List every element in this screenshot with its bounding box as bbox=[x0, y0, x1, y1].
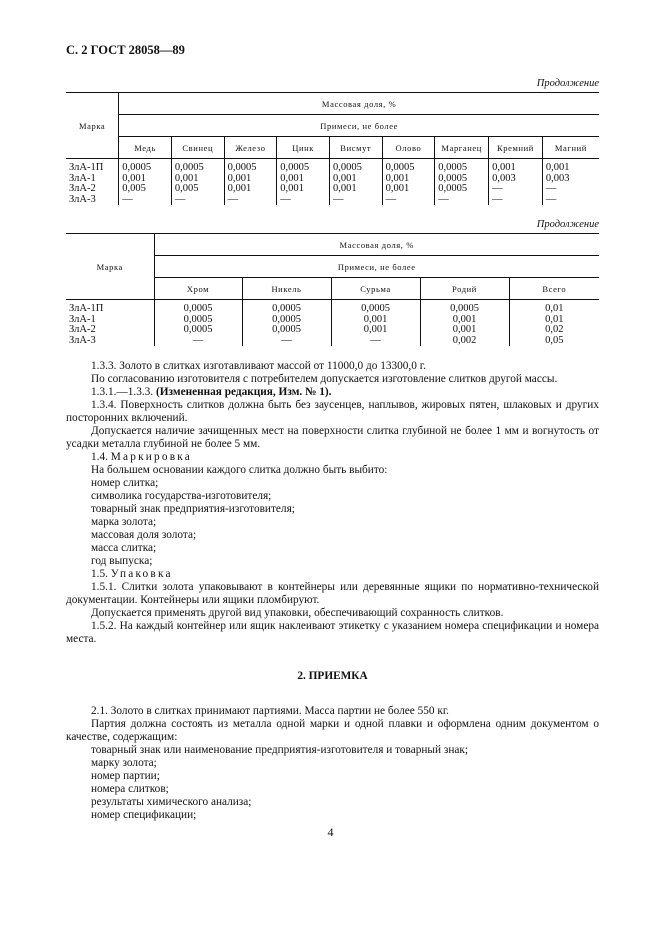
column-header: Сурьма bbox=[331, 278, 420, 300]
table-cell: 0,001 bbox=[331, 325, 420, 336]
table-row bbox=[66, 315, 599, 326]
table-cell: 0,0005 bbox=[435, 159, 489, 174]
list-item: номер слитка; bbox=[91, 477, 159, 489]
table-cell: 0,001 bbox=[329, 174, 382, 185]
table-cell: — bbox=[489, 195, 543, 206]
table-cell: 0,003 bbox=[542, 174, 599, 185]
table-row bbox=[66, 159, 599, 174]
table-cell: 0,001 bbox=[277, 184, 330, 195]
heading-title: Маркировка bbox=[110, 451, 192, 463]
column-header: Никель bbox=[242, 278, 331, 300]
list-item: номера слитков; bbox=[91, 783, 169, 795]
column-header: Родий bbox=[420, 278, 509, 300]
table-cell: 0,001 bbox=[171, 174, 224, 185]
table-cell: 0,0005 bbox=[171, 159, 224, 174]
table-cell: — bbox=[542, 184, 599, 195]
column-header: Висмут bbox=[329, 137, 382, 159]
paragraph: Допускается применять другой вид упаковки, обеспечивающий сохранность слитков. bbox=[91, 607, 504, 619]
table-cell: — bbox=[542, 195, 599, 206]
column-header: Свинец bbox=[171, 137, 224, 159]
paragraph: Партия должна состоять из металла одной марки и одной плавки и оформлена одним документом о качестве, содержащим: bbox=[66, 718, 599, 743]
section-heading-marking bbox=[66, 451, 599, 464]
clause-ref: 1.3.1.—1.3.3. bbox=[91, 386, 156, 398]
mass-fraction-header: Массовая доля, % bbox=[154, 234, 599, 256]
table-cell: 0,0005 bbox=[382, 159, 435, 174]
table-cell: 0,0005 bbox=[435, 184, 489, 195]
table-cell: 0,001 bbox=[329, 184, 382, 195]
paragraph: 1.5.1. Слитки золота упаковывают в контейнеры или деревянные ящики по нормативно-технической документации. Контейнеры или ящики пломбируют. bbox=[66, 581, 599, 606]
table-cell: 0,001 bbox=[224, 184, 277, 195]
list-item: товарный знак предприятия-изготовителя; bbox=[91, 503, 295, 515]
list-item: марка золота; bbox=[91, 516, 157, 528]
table-cell: — bbox=[154, 336, 242, 347]
impurity-table-1 bbox=[66, 92, 599, 205]
table-cell: 0,001 bbox=[382, 184, 435, 195]
table-cell: 0,0005 bbox=[154, 315, 242, 326]
table-cell: — bbox=[435, 195, 489, 206]
mark-header: Марка bbox=[66, 93, 119, 159]
column-header: Железо bbox=[224, 137, 277, 159]
table-cell: 0,0005 bbox=[331, 300, 420, 315]
table-cell: — bbox=[382, 195, 435, 206]
table-cell: 0,0005 bbox=[277, 159, 330, 174]
section-heading-packaging bbox=[66, 568, 599, 581]
table-cell: 0,0005 bbox=[242, 300, 331, 315]
list-item: символика государства-изготовителя; bbox=[91, 490, 272, 502]
mass-fraction-header: Массовая доля, % bbox=[119, 93, 599, 115]
impurity-table-2 bbox=[66, 233, 599, 346]
table-cell: 0,001 bbox=[420, 315, 509, 326]
heading-title: Упаковка bbox=[110, 568, 173, 580]
list-item: номер партии; bbox=[91, 770, 160, 782]
row-mark: ЗлА-1 bbox=[69, 172, 96, 184]
section-title: 2. ПРИЕМКА bbox=[297, 670, 368, 682]
column-header: Цинк bbox=[277, 137, 330, 159]
table-cell: 0,003 bbox=[489, 174, 543, 185]
table-cell: 0,002 bbox=[420, 336, 509, 347]
table-cell: 0,01 bbox=[509, 300, 599, 315]
list-item: год выпуска; bbox=[91, 555, 153, 567]
table-cell: 0,0005 bbox=[420, 300, 509, 315]
table-cell: 0,0005 bbox=[435, 174, 489, 185]
row-mark: ЗлА-2 bbox=[69, 183, 96, 195]
column-header: Магний bbox=[542, 137, 599, 159]
row-mark: ЗлА-1П bbox=[69, 303, 104, 314]
page-header: С. 2 ГОСТ 28058—89 bbox=[66, 43, 185, 57]
impurities-header: Примеси, не более bbox=[119, 115, 599, 137]
table-cell: 0,0005 bbox=[154, 300, 242, 315]
row-mark: ЗлА-3 bbox=[69, 334, 96, 346]
table-cell: 0,0005 bbox=[242, 315, 331, 326]
list-item: марку золота; bbox=[91, 757, 157, 769]
column-header: Марганец bbox=[435, 137, 489, 159]
table-cell: 0,001 bbox=[420, 325, 509, 336]
paragraph: 1.3.4. Поверхность слитков должна быть без заусенцев, наплывов, жировых пятен, шлаковых и других посторонних включений. bbox=[66, 399, 599, 424]
impurities-header: Примеси, не более bbox=[154, 256, 599, 278]
table-cell: — bbox=[242, 336, 331, 347]
row-mark: ЗлА-3 bbox=[69, 193, 96, 205]
table-cell: — bbox=[331, 336, 420, 347]
table-cell: 0,0005 bbox=[242, 325, 331, 336]
mark-header: Марка bbox=[66, 234, 154, 300]
page-number: 4 bbox=[327, 825, 334, 839]
paragraph: Допускается наличие зачищенных мест на поверхности слитка глубиной не более 1 мм и вогнутость от усадки металла глубиной не более 5 мм. bbox=[66, 425, 599, 450]
table-cell: 0,001 bbox=[277, 174, 330, 185]
table-cell: 0,0005 bbox=[154, 325, 242, 336]
list-item: номер спецификации; bbox=[91, 809, 197, 821]
table-row bbox=[66, 300, 599, 315]
table-cell: 0,001 bbox=[119, 174, 172, 185]
table-cell: — bbox=[119, 195, 172, 206]
table-cell: 0,01 bbox=[509, 315, 599, 326]
table-cell: 0,001 bbox=[224, 174, 277, 185]
amendment-text: (Измененная редакция, Изм. № 1). bbox=[155, 386, 332, 398]
list-item: результаты химического анализа; bbox=[91, 796, 252, 808]
marking-list bbox=[66, 477, 599, 568]
column-header: Кремний bbox=[489, 137, 543, 159]
table-cell: 0,0005 bbox=[119, 159, 172, 174]
table-cell: 0,001 bbox=[489, 159, 543, 174]
table-row bbox=[66, 325, 599, 336]
table-cell: 0,0005 bbox=[329, 159, 382, 174]
continuation-label: Продолжение bbox=[536, 219, 599, 230]
column-header: Всего bbox=[509, 278, 599, 300]
table-cell: 0,0005 bbox=[224, 159, 277, 174]
document-contents-list bbox=[66, 744, 599, 822]
paragraph: По согласованию изготовителя с потребителем допускается изготовление слитков другой массы. bbox=[91, 373, 558, 385]
table-cell: 0,001 bbox=[542, 159, 599, 174]
list-item: массовая доля золота; bbox=[91, 529, 197, 541]
table-cell: — bbox=[489, 184, 543, 195]
table-cell: 0,05 bbox=[509, 336, 599, 347]
table-cell: 0,001 bbox=[331, 315, 420, 326]
table-row bbox=[66, 336, 599, 347]
table-cell: — bbox=[277, 195, 330, 206]
paragraph: 1.3.3. Золото в слитках изготавливают массой от 11000,0 до 13300,0 г. bbox=[91, 360, 426, 372]
paragraph: На большем основании каждого слитка должно быть выбито: bbox=[91, 464, 388, 476]
document-body bbox=[66, 360, 599, 822]
table-cell: 0,02 bbox=[509, 325, 599, 336]
table-cell: 0,005 bbox=[119, 184, 172, 195]
continuation-label: Продолжение bbox=[536, 78, 599, 89]
list-item: товарный знак или наименование предприятия-изготовителя и товарный знак; bbox=[91, 744, 469, 756]
table-cell: — bbox=[329, 195, 382, 206]
amendment-note bbox=[66, 386, 599, 399]
column-header: Медь bbox=[119, 137, 172, 159]
column-header: Олово bbox=[382, 137, 435, 159]
row-mark: ЗлА-1П bbox=[69, 162, 104, 173]
heading-number: 1.4. bbox=[91, 451, 111, 463]
heading-number: 1.5. bbox=[91, 568, 111, 580]
table-cell: 0,001 bbox=[382, 174, 435, 185]
table-cell: — bbox=[171, 195, 224, 206]
table-cell: 0,005 bbox=[171, 184, 224, 195]
list-item: масса слитка; bbox=[91, 542, 157, 554]
table-cell: — bbox=[224, 195, 277, 206]
paragraph: 1.5.2. На каждый контейнер или ящик наклеивают этикетку с указанием номера спецификации и номера места. bbox=[66, 620, 599, 645]
table-row bbox=[66, 195, 599, 206]
row-mark: ЗлА-1 bbox=[69, 313, 96, 325]
column-header: Хром bbox=[154, 278, 242, 300]
paragraph: 2.1. Золото в слитках принимают партиями. Масса партии не более 550 кг. bbox=[91, 705, 450, 717]
row-mark: ЗлА-2 bbox=[69, 324, 96, 336]
